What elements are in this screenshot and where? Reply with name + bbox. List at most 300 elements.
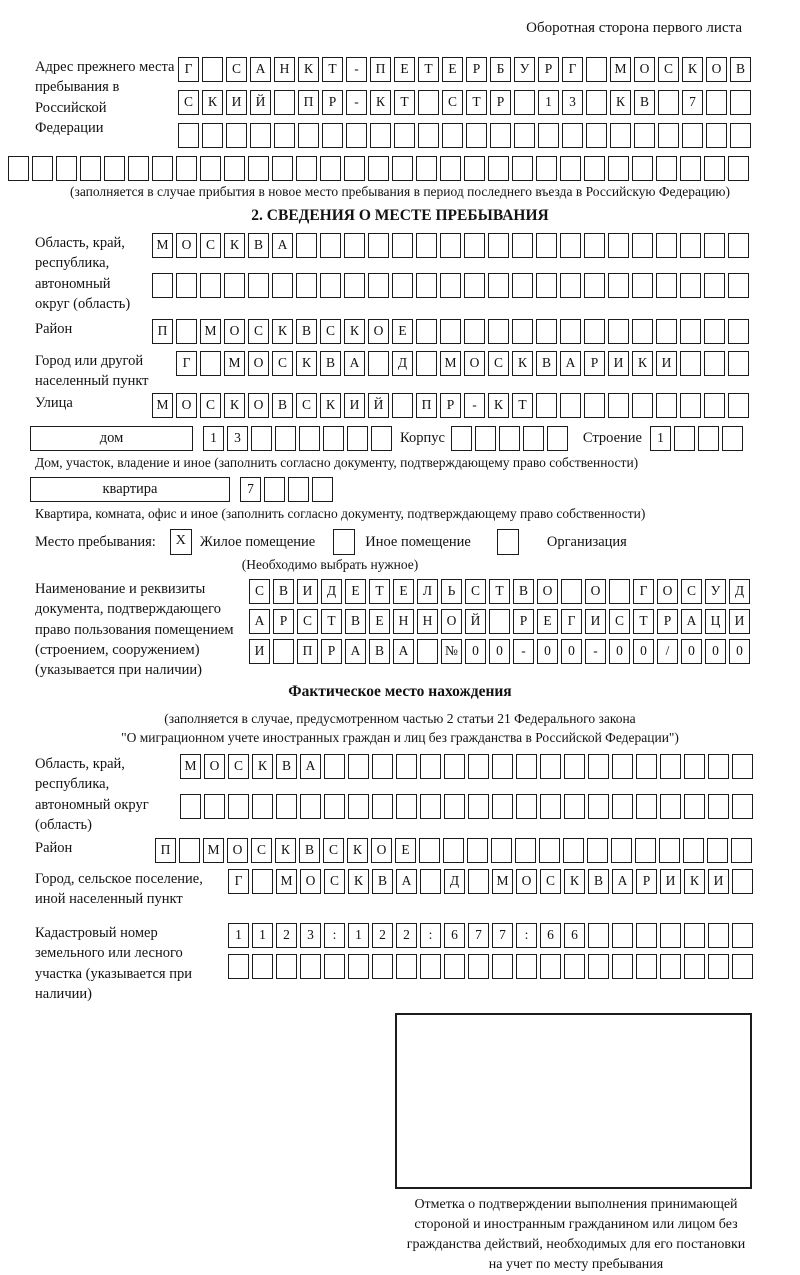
form-cell[interactable] (276, 954, 297, 979)
form-cell[interactable]: Г (561, 609, 582, 634)
form-cell[interactable] (584, 319, 605, 344)
form-cell[interactable] (372, 794, 393, 819)
form-cell[interactable]: Е (393, 579, 414, 604)
form-cell[interactable]: П (370, 57, 391, 82)
form-cell[interactable] (547, 426, 568, 451)
form-cell[interactable] (372, 754, 393, 779)
form-cell[interactable]: Р (538, 57, 559, 82)
form-cell[interactable]: И (249, 639, 270, 664)
form-cell[interactable] (176, 273, 197, 298)
form-cell[interactable] (680, 233, 701, 258)
form-cell[interactable] (584, 233, 605, 258)
form-cell[interactable]: О (227, 838, 248, 863)
form-cell[interactable] (608, 393, 629, 418)
form-cell[interactable] (536, 233, 557, 258)
form-cell[interactable] (584, 156, 605, 181)
form-cell[interactable] (392, 393, 413, 418)
form-cell[interactable] (300, 954, 321, 979)
form-cell[interactable] (706, 123, 727, 148)
form-cell[interactable]: К (298, 57, 319, 82)
form-cell[interactable] (296, 156, 317, 181)
form-cell[interactable]: 0 (561, 639, 582, 664)
form-cell[interactable] (444, 794, 465, 819)
form-cell[interactable] (704, 319, 725, 344)
form-cell[interactable] (538, 123, 559, 148)
form-cell[interactable]: Т (369, 579, 390, 604)
form-cell[interactable]: О (176, 233, 197, 258)
form-cell[interactable]: В (536, 351, 557, 376)
form-cell[interactable] (515, 838, 536, 863)
form-cell[interactable]: М (224, 351, 245, 376)
form-cell[interactable] (683, 838, 704, 863)
form-cell[interactable]: В (588, 869, 609, 894)
form-cell[interactable] (540, 754, 561, 779)
form-cell[interactable]: А (560, 351, 581, 376)
form-cell[interactable] (296, 273, 317, 298)
form-cell[interactable]: М (203, 838, 224, 863)
form-cell[interactable]: О (248, 393, 269, 418)
form-cell[interactable] (275, 426, 296, 451)
form-cell[interactable]: - (346, 57, 367, 82)
form-cell[interactable]: И (608, 351, 629, 376)
form-cell[interactable] (320, 156, 341, 181)
form-cell[interactable] (635, 838, 656, 863)
form-cell[interactable]: А (250, 57, 271, 82)
form-cell[interactable] (708, 794, 729, 819)
form-cell[interactable] (392, 273, 413, 298)
form-cell[interactable]: К (252, 754, 273, 779)
form-cell[interactable] (200, 156, 221, 181)
form-cell[interactable]: К (488, 393, 509, 418)
form-cell[interactable] (612, 923, 633, 948)
form-cell[interactable] (489, 609, 510, 634)
form-cell[interactable] (180, 794, 201, 819)
form-cell[interactable] (475, 426, 496, 451)
form-cell[interactable]: 7 (240, 477, 261, 502)
form-cell[interactable] (656, 273, 677, 298)
form-cell[interactable] (444, 754, 465, 779)
form-cell[interactable] (488, 319, 509, 344)
form-cell[interactable] (370, 123, 391, 148)
form-cell[interactable] (704, 156, 725, 181)
form-cell[interactable]: 6 (444, 923, 465, 948)
form-cell[interactable]: 7 (682, 90, 703, 115)
form-cell[interactable] (442, 123, 463, 148)
form-cell[interactable]: О (585, 579, 606, 604)
form-cell[interactable] (730, 90, 751, 115)
form-cell[interactable] (274, 123, 295, 148)
form-cell[interactable] (228, 794, 249, 819)
form-cell[interactable] (179, 838, 200, 863)
form-cell[interactable]: Т (466, 90, 487, 115)
form-cell[interactable]: 0 (729, 639, 750, 664)
form-cell[interactable] (680, 156, 701, 181)
form-cell[interactable]: Б (490, 57, 511, 82)
form-cell[interactable]: Р (657, 609, 678, 634)
form-cell[interactable]: С (465, 579, 486, 604)
form-cell[interactable]: Г (178, 57, 199, 82)
form-cell[interactable] (348, 754, 369, 779)
form-cell[interactable]: - (346, 90, 367, 115)
form-cell[interactable] (656, 319, 677, 344)
form-cell[interactable] (416, 273, 437, 298)
form-cell[interactable] (152, 273, 173, 298)
form-cell[interactable] (610, 123, 631, 148)
form-cell[interactable] (248, 156, 269, 181)
form-cell[interactable] (584, 273, 605, 298)
form-cell[interactable]: Й (368, 393, 389, 418)
form-cell[interactable] (732, 754, 753, 779)
form-cell[interactable] (732, 869, 753, 894)
form-cell[interactable]: В (513, 579, 534, 604)
form-cell[interactable] (372, 954, 393, 979)
form-cell[interactable] (344, 156, 365, 181)
form-cell[interactable] (440, 156, 461, 181)
form-cell[interactable]: - (585, 639, 606, 664)
form-cell[interactable] (417, 639, 438, 664)
form-cell[interactable]: И (297, 579, 318, 604)
form-cell[interactable] (656, 233, 677, 258)
form-cell[interactable]: М (152, 393, 173, 418)
form-cell[interactable]: В (272, 393, 293, 418)
form-cell[interactable]: С (320, 319, 341, 344)
form-cell[interactable] (632, 319, 653, 344)
form-cell[interactable] (420, 954, 441, 979)
form-cell[interactable] (560, 319, 581, 344)
form-cell[interactable] (564, 954, 585, 979)
form-cell[interactable]: М (200, 319, 221, 344)
form-cell[interactable]: В (273, 579, 294, 604)
form-cell[interactable] (348, 794, 369, 819)
form-cell[interactable] (419, 838, 440, 863)
form-cell[interactable] (499, 426, 520, 451)
form-cell[interactable] (264, 477, 285, 502)
form-cell[interactable] (392, 156, 413, 181)
form-cell[interactable]: 2 (276, 923, 297, 948)
form-cell[interactable] (298, 123, 319, 148)
form-cell[interactable] (656, 393, 677, 418)
form-cell[interactable] (252, 794, 273, 819)
form-cell[interactable]: Е (392, 319, 413, 344)
form-cell[interactable] (104, 156, 125, 181)
form-cell[interactable]: : (516, 923, 537, 948)
form-cell[interactable] (288, 477, 309, 502)
form-cell[interactable] (612, 794, 633, 819)
form-cell[interactable] (728, 273, 749, 298)
form-cell[interactable] (659, 838, 680, 863)
form-cell[interactable] (684, 923, 705, 948)
checkbox-zhiloe[interactable]: X (170, 529, 192, 555)
form-cell[interactable] (704, 351, 725, 376)
form-cell[interactable] (536, 393, 557, 418)
form-cell[interactable]: - (513, 639, 534, 664)
form-cell[interactable] (371, 426, 392, 451)
form-cell[interactable] (516, 794, 537, 819)
form-cell[interactable]: 6 (540, 923, 561, 948)
form-cell[interactable] (731, 838, 752, 863)
form-cell[interactable] (488, 233, 509, 258)
form-cell[interactable]: П (297, 639, 318, 664)
form-cell[interactable]: И (656, 351, 677, 376)
form-cell[interactable]: М (610, 57, 631, 82)
form-cell[interactable] (682, 123, 703, 148)
form-cell[interactable] (464, 319, 485, 344)
form-cell[interactable] (440, 233, 461, 258)
form-cell[interactable] (732, 954, 753, 979)
form-cell[interactable]: : (420, 923, 441, 948)
form-cell[interactable] (636, 794, 657, 819)
form-cell[interactable] (680, 393, 701, 418)
form-cell[interactable]: Т (512, 393, 533, 418)
form-cell[interactable]: С (249, 579, 270, 604)
form-cell[interactable]: 0 (609, 639, 630, 664)
form-cell[interactable]: И (344, 393, 365, 418)
form-cell[interactable]: О (300, 869, 321, 894)
form-cell[interactable] (512, 233, 533, 258)
form-cell[interactable] (540, 954, 561, 979)
form-cell[interactable] (698, 426, 719, 451)
form-cell[interactable] (440, 319, 461, 344)
form-cell[interactable] (324, 954, 345, 979)
form-cell[interactable] (674, 426, 695, 451)
form-cell[interactable] (564, 794, 585, 819)
form-cell[interactable]: С (323, 838, 344, 863)
form-cell[interactable]: С (248, 319, 269, 344)
form-cell[interactable] (684, 954, 705, 979)
form-cell[interactable]: Е (537, 609, 558, 634)
form-cell[interactable]: К (224, 233, 245, 258)
form-cell[interactable]: Й (465, 609, 486, 634)
form-cell[interactable] (536, 156, 557, 181)
form-cell[interactable] (128, 156, 149, 181)
form-cell[interactable] (394, 123, 415, 148)
form-cell[interactable] (416, 319, 437, 344)
form-cell[interactable]: С (251, 838, 272, 863)
form-cell[interactable] (323, 426, 344, 451)
form-cell[interactable] (512, 273, 533, 298)
form-cell[interactable] (200, 273, 221, 298)
form-cell[interactable]: М (276, 869, 297, 894)
form-cell[interactable]: Е (345, 579, 366, 604)
form-cell[interactable]: Е (395, 838, 416, 863)
form-cell[interactable]: К (320, 393, 341, 418)
form-cell[interactable]: Т (394, 90, 415, 115)
form-cell[interactable]: К (275, 838, 296, 863)
form-cell[interactable] (588, 794, 609, 819)
form-cell[interactable]: 0 (681, 639, 702, 664)
form-cell[interactable] (539, 838, 560, 863)
form-cell[interactable]: И (660, 869, 681, 894)
form-cell[interactable]: Г (562, 57, 583, 82)
form-cell[interactable] (299, 426, 320, 451)
form-cell[interactable] (451, 426, 472, 451)
form-cell[interactable] (536, 273, 557, 298)
form-cell[interactable]: С (681, 579, 702, 604)
form-cell[interactable]: В (730, 57, 751, 82)
form-cell[interactable]: Р (273, 609, 294, 634)
form-cell[interactable]: И (226, 90, 247, 115)
form-cell[interactable] (416, 233, 437, 258)
form-cell[interactable]: А (393, 639, 414, 664)
form-cell[interactable] (536, 319, 557, 344)
form-cell[interactable]: К (370, 90, 391, 115)
form-cell[interactable] (680, 273, 701, 298)
form-cell[interactable]: А (612, 869, 633, 894)
form-cell[interactable]: И (708, 869, 729, 894)
form-cell[interactable]: К (272, 319, 293, 344)
form-cell[interactable]: Е (442, 57, 463, 82)
form-cell[interactable] (320, 273, 341, 298)
form-cell[interactable]: Т (322, 57, 343, 82)
form-cell[interactable] (722, 426, 743, 451)
form-cell[interactable] (612, 754, 633, 779)
form-cell[interactable] (608, 273, 629, 298)
form-cell[interactable] (512, 319, 533, 344)
form-cell[interactable] (396, 754, 417, 779)
form-cell[interactable] (728, 351, 749, 376)
form-cell[interactable] (273, 639, 294, 664)
form-cell[interactable]: В (248, 233, 269, 258)
form-cell[interactable]: 1 (348, 923, 369, 948)
form-cell[interactable] (420, 869, 441, 894)
form-cell[interactable] (443, 838, 464, 863)
form-cell[interactable] (272, 156, 293, 181)
form-cell[interactable] (468, 794, 489, 819)
form-cell[interactable] (732, 794, 753, 819)
form-cell[interactable] (706, 90, 727, 115)
form-cell[interactable] (516, 754, 537, 779)
form-cell[interactable]: В (369, 639, 390, 664)
form-cell[interactable]: 1 (538, 90, 559, 115)
form-cell[interactable] (348, 954, 369, 979)
form-cell[interactable]: П (298, 90, 319, 115)
form-cell[interactable] (660, 954, 681, 979)
form-cell[interactable] (588, 954, 609, 979)
form-cell[interactable]: С (272, 351, 293, 376)
form-cell[interactable]: С (228, 754, 249, 779)
form-cell[interactable]: 0 (705, 639, 726, 664)
form-cell[interactable]: К (202, 90, 223, 115)
form-cell[interactable] (588, 754, 609, 779)
form-cell[interactable] (250, 123, 271, 148)
form-cell[interactable] (468, 754, 489, 779)
form-cell[interactable]: 1 (203, 426, 224, 451)
form-cell[interactable]: С (178, 90, 199, 115)
form-cell[interactable] (226, 123, 247, 148)
form-cell[interactable] (490, 123, 511, 148)
form-cell[interactable]: П (416, 393, 437, 418)
form-cell[interactable]: С (658, 57, 679, 82)
form-cell[interactable] (658, 90, 679, 115)
form-cell[interactable]: С (488, 351, 509, 376)
form-cell[interactable]: : (324, 923, 345, 948)
form-cell[interactable]: Н (274, 57, 295, 82)
form-cell[interactable]: О (176, 393, 197, 418)
form-cell[interactable]: Д (444, 869, 465, 894)
checkbox-inoe[interactable] (333, 529, 355, 555)
form-cell[interactable]: А (344, 351, 365, 376)
form-cell[interactable] (466, 123, 487, 148)
form-cell[interactable] (202, 57, 223, 82)
form-cell[interactable] (344, 233, 365, 258)
form-cell[interactable]: - (464, 393, 485, 418)
form-cell[interactable] (368, 273, 389, 298)
form-cell[interactable] (730, 123, 751, 148)
form-cell[interactable] (152, 156, 173, 181)
form-cell[interactable]: О (634, 57, 655, 82)
form-cell[interactable] (560, 156, 581, 181)
form-cell[interactable]: И (585, 609, 606, 634)
form-cell[interactable] (276, 794, 297, 819)
form-cell[interactable]: С (297, 609, 318, 634)
form-cell[interactable] (708, 954, 729, 979)
form-cell[interactable]: Т (418, 57, 439, 82)
form-cell[interactable] (178, 123, 199, 148)
form-cell[interactable]: 2 (396, 923, 417, 948)
form-cell[interactable] (586, 123, 607, 148)
form-cell[interactable] (396, 794, 417, 819)
form-cell[interactable]: 0 (465, 639, 486, 664)
form-cell[interactable]: А (272, 233, 293, 258)
form-cell[interactable]: А (300, 754, 321, 779)
form-cell[interactable]: В (320, 351, 341, 376)
form-cell[interactable] (728, 393, 749, 418)
form-cell[interactable] (660, 794, 681, 819)
form-cell[interactable] (632, 393, 653, 418)
form-cell[interactable] (584, 393, 605, 418)
form-cell[interactable]: 3 (562, 90, 583, 115)
form-cell[interactable]: О (516, 869, 537, 894)
form-cell[interactable]: К (610, 90, 631, 115)
form-cell[interactable] (608, 233, 629, 258)
form-cell[interactable]: В (372, 869, 393, 894)
form-cell[interactable]: Е (394, 57, 415, 82)
form-cell[interactable] (32, 156, 53, 181)
form-cell[interactable]: М (492, 869, 513, 894)
form-cell[interactable] (274, 90, 295, 115)
form-cell[interactable] (392, 233, 413, 258)
form-cell[interactable] (418, 123, 439, 148)
form-cell[interactable] (347, 426, 368, 451)
form-cell[interactable] (300, 794, 321, 819)
form-cell[interactable] (368, 156, 389, 181)
form-cell[interactable] (444, 954, 465, 979)
form-cell[interactable]: Й (250, 90, 271, 115)
form-cell[interactable]: О (464, 351, 485, 376)
form-cell[interactable]: С (200, 393, 221, 418)
form-cell[interactable] (248, 273, 269, 298)
form-cell[interactable] (176, 319, 197, 344)
form-cell[interactable]: В (634, 90, 655, 115)
form-cell[interactable] (704, 273, 725, 298)
form-cell[interactable]: Д (392, 351, 413, 376)
form-cell[interactable]: К (564, 869, 585, 894)
form-cell[interactable]: 2 (372, 923, 393, 948)
form-cell[interactable]: П (152, 319, 173, 344)
form-cell[interactable] (420, 754, 441, 779)
form-cell[interactable] (176, 156, 197, 181)
form-cell[interactable]: № (441, 639, 462, 664)
form-cell[interactable] (680, 351, 701, 376)
form-cell[interactable]: Д (321, 579, 342, 604)
form-cell[interactable] (296, 233, 317, 258)
form-cell[interactable]: Д (729, 579, 750, 604)
form-cell[interactable] (312, 477, 333, 502)
form-cell[interactable]: К (348, 869, 369, 894)
form-cell[interactable]: Г (176, 351, 197, 376)
form-cell[interactable]: 0 (537, 639, 558, 664)
form-cell[interactable] (252, 954, 273, 979)
